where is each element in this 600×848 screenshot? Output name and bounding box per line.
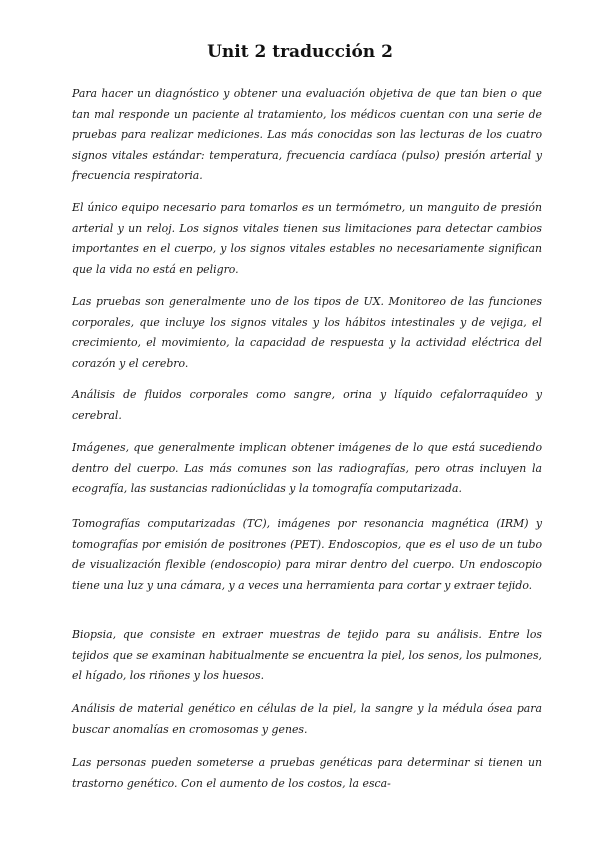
paragraph-body-monitoring: Las pruebas son generalmente uno de los tipos de UX. Monitoreo de las funciones corporales, que incluye los signos vitales y los hábitos intestinales y de vejiga, el crecimiento, el movimiento, la capacidad de respuesta y la actividad eléctrica del corazón y el cerebro. <box>72 295 542 370</box>
paragraph-genetic-testing: Las personas pueden someterse a pruebas genéticas para determinar si tienen un trastorno genético. Con el aumento de los costos, la esca- <box>72 756 542 790</box>
paragraph-imaging: Imágenes, que generalmente implican obtener imágenes de lo que está sucediendo dentro del cuerpo. Las más comunes son las radiografías, pero otras incluyen la ecografía, las sustancias radionúclidas y la tomografía computarizada. <box>72 441 542 495</box>
paragraph-genetic-analysis: Análisis de material genético en células de la piel, la sangre y la médula ósea para buscar anomalías en cromosomas y genes. <box>72 702 542 736</box>
paragraph-equipment: El único equipo necesario para tomarlos es un termómetro, un manguito de presión arterial y un reloj. Los signos vitales tienen sus limitaciones para detectar cambios importantes en el cuerpo, y los signos vitales estables no necesariamente significan que la vida no está en peligro. <box>72 201 542 276</box>
paragraph-tomography: Tomografías computarizadas (TC), imágenes por resonancia magnética (IRM) y tomografías por emisión de positrones (PET). Endoscopios, que es el uso de un tubo de visualización flexible (endoscopio) para mirar dentro del cuerpo. Un endoscopio tiene una luz y una cámara, y a veces una herramienta para cortar y extraer tejido. <box>72 517 542 592</box>
paragraph-fluid-analysis: Análisis de fluidos corporales como sangre, orina y líquido cefalorraquídeo y cerebral. <box>72 388 542 422</box>
paragraph-diagnosis-intro: Para hacer un diagnóstico y obtener una evaluación objetiva de que tan bien o que tan mal responde un paciente al tratamiento, los médicos cuentan con una serie de pruebas para realizar mediciones. Las más conocidas son las lecturas de los cuatro signos vitales estándar: temperatura, frecuencia cardíaca (pulso) presión arterial y frecuencia respiratoria. <box>72 87 542 182</box>
document-title: Unit 2 traducción 2 <box>207 42 393 62</box>
paragraph-biopsy: Biopsia, que consiste en extraer muestras de tejido para su análisis. Entre los tejidos que se examinan habitualmente se encuentra la piel, los senos, los pulmones, el hígado, los riñones y los huesos. <box>72 628 542 682</box>
